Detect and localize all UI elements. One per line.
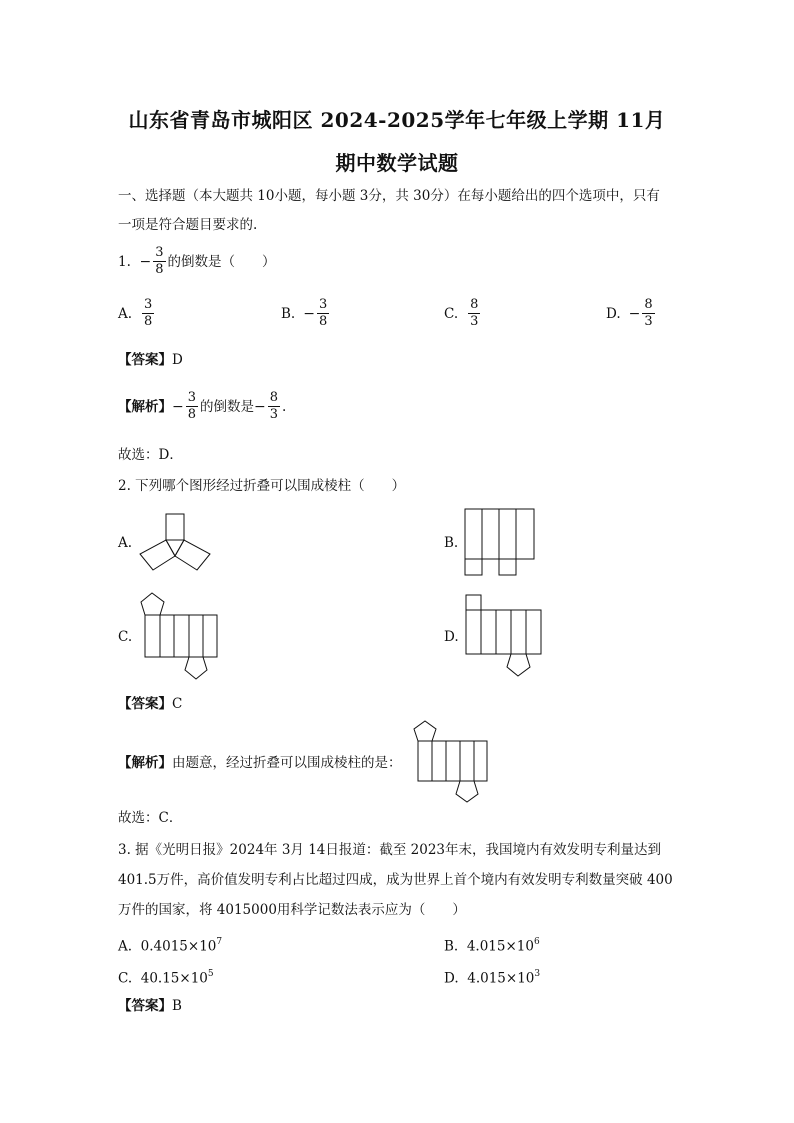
question-2-stem: 2. 下列哪个图形经过折叠可以围成棱柱（ ）	[118, 478, 406, 494]
numerator: 3	[187, 390, 197, 405]
question-2-option-d-label: D.	[444, 629, 459, 645]
question-3-stem-line3: 万件的国家，将 4015000用科学记数法表示应为（ ）	[118, 902, 466, 918]
option-label: B.	[281, 305, 296, 322]
question-2-option-c-label: C.	[118, 629, 133, 645]
denominator: 8	[187, 407, 197, 422]
numerator: 3	[318, 297, 328, 312]
denominator: 3	[470, 314, 479, 329]
answer-label: 【答案】	[118, 998, 172, 1014]
question-2-option-b-label: B.	[444, 535, 459, 551]
question-2-option-a-label: A.	[118, 535, 133, 551]
option-exponent: 5	[207, 969, 214, 979]
minus-sign: −	[303, 305, 315, 322]
figure-a-left-rect	[140, 540, 175, 570]
figure-c-top-pentagon	[141, 593, 164, 615]
answer-value: D	[172, 352, 183, 368]
question-1-conclusion: 故选：D．	[118, 447, 183, 463]
option-label: C.	[118, 970, 133, 987]
figure-a-right-rect	[175, 540, 210, 570]
denominator: 3	[644, 314, 653, 329]
option-label: C.	[444, 305, 459, 322]
analysis-label: 【解析】	[118, 398, 172, 415]
question-2-conclusion: 故选：C．	[118, 810, 183, 826]
answer-label: 【答案】	[118, 352, 172, 368]
option-exponent: 6	[533, 937, 540, 947]
analysis-text: 的倒数是	[200, 398, 255, 415]
question-3-stem-line1: 3. 据《光明日报》2024年 3月 14日报道：截至 2023年末，我国境内有效发明专利量达到	[118, 842, 662, 858]
minus-sign: −	[628, 305, 641, 322]
question-number: 1.	[118, 253, 131, 270]
denominator: 8	[155, 262, 164, 277]
minus-sign: −	[139, 253, 152, 270]
figure-a-net[interactable]	[140, 514, 210, 570]
option-exponent: 7	[216, 937, 223, 947]
question-2-analysis	[118, 753, 402, 773]
denominator: 3	[269, 407, 279, 422]
option-label: B.	[444, 938, 459, 955]
option-label: A.	[118, 305, 133, 322]
analysis-label: 【解析】	[118, 755, 172, 771]
answer-value: B	[172, 998, 182, 1014]
question-3-option-d[interactable]	[444, 965, 540, 989]
option-label: D.	[444, 970, 459, 987]
numerator: 3	[144, 297, 153, 312]
figure-d-bottom-pentagon	[507, 654, 530, 676]
denominator: 8	[318, 314, 328, 329]
option-label: D.	[606, 305, 621, 322]
minus-sign: −	[254, 398, 266, 415]
numerator: 8	[470, 297, 479, 312]
answer-value: C	[172, 696, 183, 712]
question-3-answer	[118, 996, 182, 1016]
option-base: 40.15×10	[140, 970, 208, 987]
numerator: 8	[269, 390, 279, 405]
question-3-option-c[interactable]	[118, 965, 214, 989]
question-3-stem-line2: 401.5万件，高价值发明专利占比超过四成，成为世界上首个境内有效发明专利数量突破 400	[118, 872, 673, 888]
page-subtitle: 期中数学试题	[335, 151, 459, 175]
analysis-end: .	[282, 398, 287, 415]
minus-sign: −	[172, 398, 184, 415]
option-base: 4.015×10	[466, 938, 534, 955]
option-base: 0.4015×10	[140, 938, 217, 955]
figure-b-net[interactable]	[465, 509, 534, 575]
figure-c-bottom-pentagon	[185, 657, 207, 679]
section-heading-line1: 一、选择题（本大题共 10小题，每小题 3分，共 30分）在每小题给出的四个选项中，只有	[118, 188, 660, 204]
stem-text: 的倒数是（ ）	[167, 253, 276, 270]
question-3-option-a[interactable]	[118, 933, 222, 957]
figure-d-net[interactable]	[466, 595, 541, 676]
page-title: 山东省青岛市城阳区 2024-2025学年七年级上学期 11月	[128, 108, 666, 132]
answer-label: 【答案】	[118, 696, 172, 712]
numerator: 8	[644, 297, 653, 312]
option-label: A.	[118, 938, 133, 955]
analysis-text: 由题意，经过折叠可以围成棱柱的是：	[172, 755, 402, 771]
question-3-option-b[interactable]	[444, 933, 540, 957]
section-heading-line2: 一项是符合题目要求的.	[118, 217, 258, 233]
option-base: 4.015×10	[467, 970, 535, 987]
figure-c-net[interactable]	[141, 593, 217, 679]
question-2-answer	[118, 694, 182, 714]
denominator: 8	[144, 314, 153, 329]
numerator: 3	[155, 245, 164, 260]
option-exponent: 3	[534, 969, 541, 979]
analysis-figure-net	[414, 721, 487, 802]
